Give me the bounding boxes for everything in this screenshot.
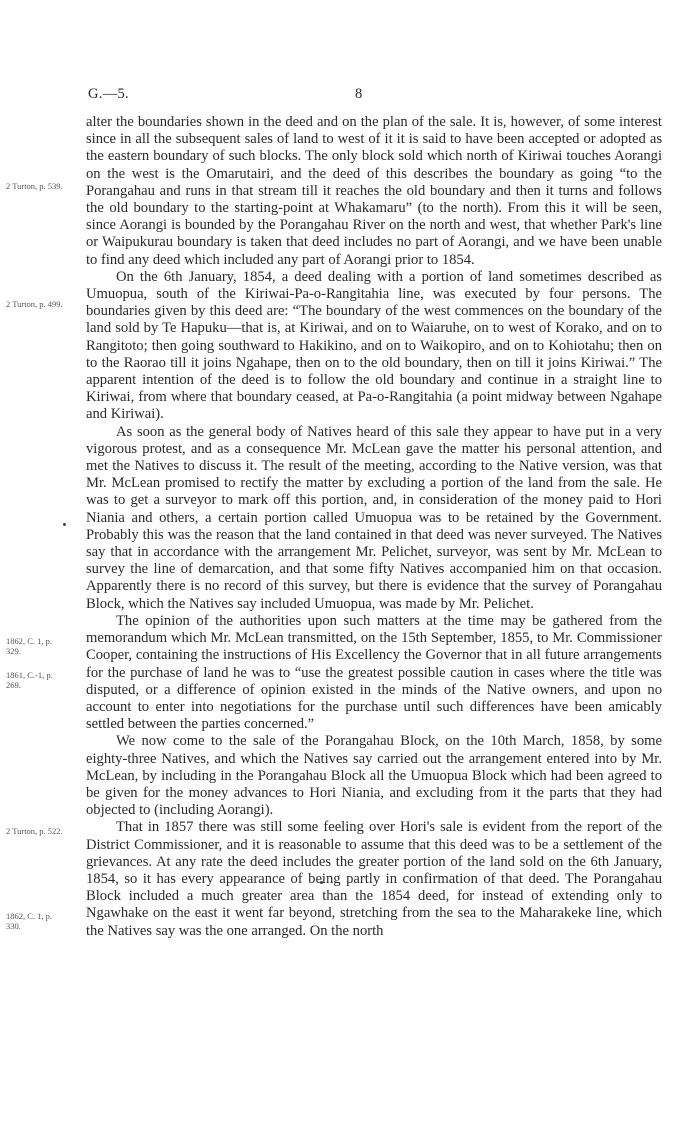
page-header [0,86,700,106]
body-text [86,114,662,940]
margin-note: 1862, C. 1, p. 330. [6,911,53,931]
document-code: G.—5. [88,86,129,102]
paragraph: As soon as the general body of Natives heard of this sale they appear to have put in a very vigorous protest, and as a consequence Mr. McLean gave the matter his personal attention, and met the Natives to discuss it. The result of the meeting, according to the Native version, was that Mr. McLean promised to rectify the matter by excluding a portion of the land from the sale. He was to get a surveyor to mark off this portion, and, in consideration of the money paid to Hori Niania and others, a certain portion called Umuopua was to be retained by the Government. Probably this was the reason that the land contained in that deed was never surveyed. The Natives say that in accordance with the arrangement Mr. Pelichet, surveyor, was sent by Mr. McLean to survey the line of demarcation, and that some fifty Natives accompanied him on that occasion. Apparently there is no record of this survey, but there is evidence that the survey of Porangahau Block, which the Natives say included Umuopua, was made by Mr. Pelichet. [86,423,662,612]
paragraph: alter the boundaries shown in the deed and on the plan of the sale. It is, however, of some interest since in all the subsequent sales of land to west of it it is said to have been accepted or adopted as the eastern boundary of such blocks. The only block sold which north of Kiriwai touches Aorangi on the west is the Omarutairi, and the deed of this describes the boundary as going “to the Porangahau and runs in that stream till it reaches the old boundary and then it turns and follows the old boundary to the starting-point at Whakamaru” (to the north). From this it will be seen, since Aorangi is bounded by the Porangahau River on the north and west, that whether Park's line or Waipukurau boundary is taken that deed includes no part of Aorangi, and we have been unable to find any deed which included any part of Aorangi prior to 1854. [86,114,662,268]
paragraph: That in 1857 there was still some feeling over Hori's sale is evident from the report of the District Commissioner, and it is reasonable to assume that this deed was to be a settlement of the grievances. At any rate the deed includes the greater portion of the land sold on the 6th January, 1854, so it has every appearance of being partly in confirmation of that deed. The Porangahau Block included a much greater area than the 1854 deed, for instead of extending only to Ngawhake on the east it went far beyond, stretching from the sea to the Maharakeke line, which the Natives say was the one arranged. On the north [86,819,662,939]
page-number: 8 [355,86,363,102]
margin-note: 1862, C. 1, p. 329. [6,636,53,656]
paragraph: On the 6th January, 1854, a deed dealing with a portion of land sometimes described as Umuopua, south of the Kiriwai-Pa-o-Rangitahia line, was executed by four persons. The boundaries given by this deed are: “The boundary of the west commences on the boundary of the land sold by Te Hapuku—that is, at Kiriwai, and on to Waiaruhe, on to west of Korako, and on to Rangitoto; then going southward to Hakikino, and on to Waikopiro, and on to Kohiotahu; then on to the Raorao till it joins Ngahape, then on to the old boundary, then on till it joins Kiriwai.” The apparent intention of the deed is to follow the old boundary and continue in a straight line to Kiriwai, from where that boundary ceased, at Pa-o-Rangitahia (a point midway between Ngahape and Kiriwai). [86,268,662,423]
paragraph: We now come to the sale of the Porangahau Block, on the 10th March, 1858, by some eighty-three Natives, and which the Natives say carried out the arrangement entered into by Mr. McLean, by including in the Porangahau Block all the Umuopua Block which had been agreed to be given for the money advances to Hori Niania, and excluding from it the parts that they had objected to (including Aorangi). [86,733,662,819]
paragraph: The opinion of the authorities upon such matters at the time may be gathered from the memorandum which Mr. McLean transmitted, on the 15th September, 1855, to Mr. Commissioner Cooper, containing the instructions of His Excellency the Governor that in all future arrangements for the purchase of land he was to “use the greatest possible caution in cases where the title was disputed, or a difference of opinion existed in the minds of the Native owners, and upon no account to enter into negotiations for the purchase until such differences have been amicably settled between the parties concerned.” [86,612,662,733]
margin-note: 2 Turton, p. 522. [6,826,63,836]
margin-note: 2 Turton, p. 499. [6,299,63,309]
stray-mark [63,523,66,526]
margin-note: 2 Turton, p. 539. [6,181,63,191]
margin-note: 1861, C.-1, p. 269. [6,670,53,690]
